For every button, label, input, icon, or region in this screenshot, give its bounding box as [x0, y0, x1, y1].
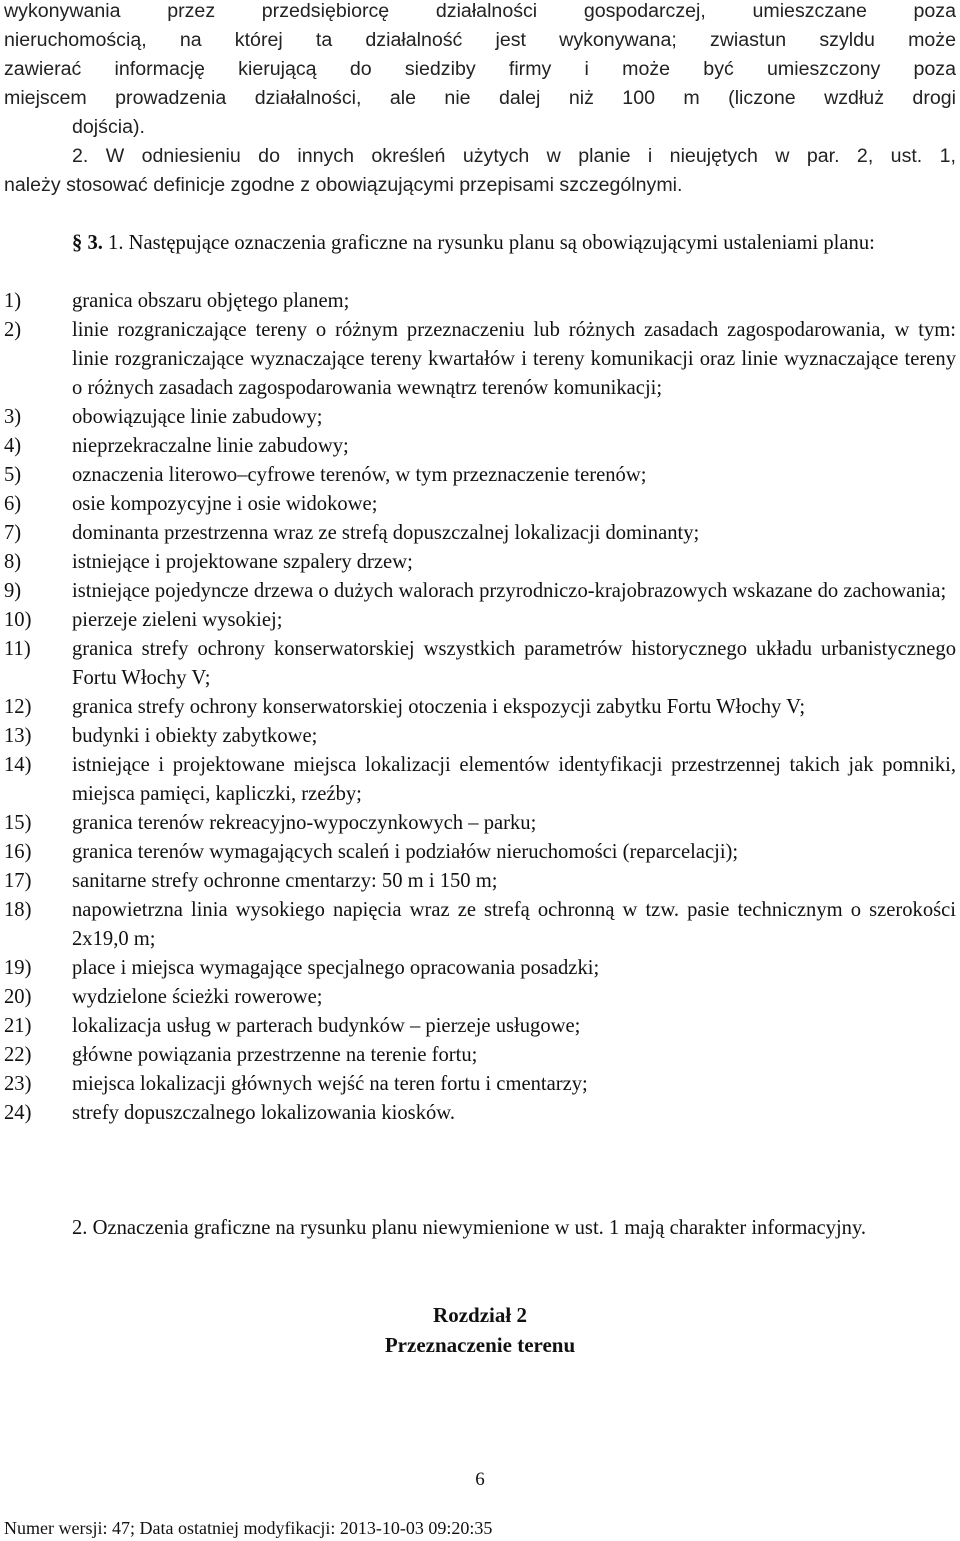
- continuation-line: wykonywania przez przedsiębiorcę działalności gospodarczej, umieszczane poza: [4, 0, 956, 22]
- legend-item-number: 20): [4, 986, 32, 1008]
- legend-item: [4, 577, 956, 606]
- section-3-point-2: [4, 1214, 956, 1243]
- legend-item-text: strefy dopuszczalnego lokalizowania kiosków.: [72, 1102, 455, 1124]
- legend-item-text: obowiązujące linie zabudowy;: [72, 406, 323, 428]
- legend-item: [4, 461, 956, 490]
- legend-item-number: 9): [4, 580, 22, 602]
- legend-item-number: 21): [4, 1015, 32, 1037]
- legend-item: [4, 867, 956, 896]
- chapter-title: Przeznaczenie terenu: [384, 1333, 576, 1357]
- legend-item-text: wydzielone ścieżki rowerowe;: [72, 986, 323, 1008]
- legend-item-text: granica terenów wymagających scaleń i podziałów nieruchomości (reparcelacji);: [72, 841, 739, 863]
- legend-item: [4, 1012, 956, 1041]
- legend-item: [4, 606, 956, 635]
- continuation-line: dojścia).: [72, 116, 145, 138]
- legend-item-number: 12): [4, 696, 32, 718]
- legend-item: [4, 635, 956, 693]
- legend-item-number: 4): [4, 435, 22, 457]
- legend-item-number: 11): [4, 638, 31, 660]
- continuation-line: zawierać informację kierującą do siedziby firmy i może być umieszczony poza: [4, 58, 956, 80]
- legend-item-text: place i miejsca wymagające specjalnego opracowania posadzki;: [72, 957, 600, 979]
- legend-item: [4, 432, 956, 461]
- legend-item-text: granica strefy ochrony konserwatorskiej wszystkich parametrów historycznego układu urbanistycznego Fortu Włochy V;: [72, 638, 956, 689]
- legend-item-number: 6): [4, 493, 22, 515]
- legend-item: [4, 838, 956, 867]
- legend-item: [4, 548, 956, 577]
- continuation-line: nieruchomością, na której ta działalność jest wykonywana; zwiastun szyldu może: [4, 29, 956, 51]
- legend-item-text: granica terenów rekreacyjno-wypoczynkowych – parku;: [72, 812, 537, 834]
- legend-items-list: [4, 287, 956, 1128]
- legend-item-number: 17): [4, 870, 32, 892]
- legend-item-number: 22): [4, 1044, 32, 1066]
- legend-item: [4, 983, 956, 1012]
- legend-item-text: pierzeje zieleni wysokiej;: [72, 609, 283, 631]
- legend-item: [4, 403, 956, 432]
- legend-item-text: główne powiązania przestrzenne na terenie fortu;: [72, 1044, 478, 1066]
- legend-item-number: 24): [4, 1102, 32, 1124]
- legend-item-number: 19): [4, 957, 32, 979]
- legend-item-number: 10): [4, 609, 32, 631]
- continuation-paragraph: [4, 0, 956, 142]
- legend-item-text: dominanta przestrzenna wraz ze strefą dopuszczalnej lokalizacji dominanty;: [72, 522, 700, 544]
- legend-item-text: istniejące pojedyncze drzewa o dużych walorach przyrodniczo-krajobrazowych wskazane do zachowania;: [72, 580, 947, 602]
- legend-item-text: nieprzekraczalne linie zabudowy;: [72, 435, 349, 457]
- legend-item: [4, 316, 956, 403]
- legend-item: [4, 693, 956, 722]
- legend-item-number: 15): [4, 812, 32, 834]
- section-marker: § 3.: [72, 232, 103, 254]
- legend-item: [4, 1041, 956, 1070]
- legend-item-text: miejsca lokalizacji głównych wejść na teren fortu i cmentarzy;: [72, 1073, 588, 1095]
- definitions-line: należy stosować definicje zgodne z obowiązującymi przepisami szczególnymi.: [4, 174, 683, 196]
- legend-item: [4, 287, 956, 316]
- legend-item: [4, 751, 956, 809]
- legend-item-text: budynki i obiekty zabytkowe;: [72, 725, 318, 747]
- legend-item: [4, 896, 956, 954]
- section-3-intro-text: [4, 229, 956, 258]
- legend-item: [4, 1099, 956, 1128]
- legend-item-number: 16): [4, 841, 32, 863]
- legend-item-text: granica strefy ochrony konserwatorskiej otoczenia i ekspozycji zabytku Fortu Włochy V;: [72, 696, 806, 718]
- legend-item-number: 3): [4, 406, 22, 428]
- continuation-line: miejscem prowadzenia działalności, ale nie dalej niż 100 m (liczone wzdłuż drogi: [4, 87, 956, 109]
- chapter-number: Rozdział 2: [433, 1303, 527, 1327]
- legend-item-number: 2): [4, 319, 22, 341]
- legend-item-number: 18): [4, 899, 32, 921]
- legend-item-number: 14): [4, 754, 32, 776]
- legend-item-number: 8): [4, 551, 22, 573]
- legend-item: [4, 490, 956, 519]
- definitions-paragraph: [4, 142, 956, 200]
- definitions-line: 2. W odniesieniu do innych określeń użytych w planie i nieujętych w par. 2, ust. 1,: [72, 145, 956, 167]
- section-intro-text: 1. Następujące oznaczenia graficzne na rysunku planu są obowiązującymi ustaleniami planu:: [108, 232, 875, 254]
- legend-item: [4, 954, 956, 983]
- legend-item: [4, 722, 956, 751]
- legend-item: [4, 519, 956, 548]
- legend-item: [4, 809, 956, 838]
- point-2-text: 2. Oznaczenia graficzne na rysunku planu niewymienione w ust. 1 mają charakter informacyjny.: [72, 1217, 867, 1239]
- legend-item-text: lokalizacja usług w parterach budynków – pierzeje usługowe;: [72, 1015, 581, 1037]
- legend-item-number: 13): [4, 725, 32, 747]
- legend-item-text: istniejące i projektowane szpalery drzew;: [72, 551, 413, 573]
- legend-item-text: linie rozgraniczające tereny o różnym przeznaczeniu lub różnych zasadach zagospodarowania, w tym: linie rozgraniczające wyznaczające tereny kwartałów i tereny komunikacji oraz linie wyznaczające tereny o różnych zasadach zagospodarowania wewnątrz terenów komunikacji;: [72, 319, 956, 399]
- legend-item: [4, 1070, 956, 1099]
- legend-item-text: istniejące i projektowane miejsca lokalizacji elementów identyfikacji przestrzennej takich jak pomniki, miejsca pamięci, kapliczki, rzeźby;: [72, 754, 956, 805]
- legend-item-number: 5): [4, 464, 22, 486]
- legend-item-text: granica obszaru objętego planem;: [72, 290, 350, 312]
- legend-item-number: 1): [4, 290, 22, 312]
- page-number: 6: [475, 1469, 485, 1490]
- legend-item-number: 7): [4, 522, 22, 544]
- version-footer: Numer wersji: 47; Data ostatniej modyfikacji: 2013-10-03 09:20:35: [4, 1518, 493, 1538]
- legend-item-text: napowietrzna linia wysokiego napięcia wraz ze strefą ochronną w tzw. pasie technicznym o szerokości 2x19,0 m;: [72, 899, 956, 950]
- legend-item-number: 23): [4, 1073, 32, 1095]
- legend-item-text: sanitarne strefy ochronne cmentarzy: 50 m i 150 m;: [72, 870, 498, 892]
- legend-item-text: osie kompozycyjne i osie widokowe;: [72, 493, 378, 515]
- legend-item-text: oznaczenia literowo–cyfrowe terenów, w tym przeznaczenie terenów;: [72, 464, 647, 486]
- section-3-intro: [4, 229, 956, 258]
